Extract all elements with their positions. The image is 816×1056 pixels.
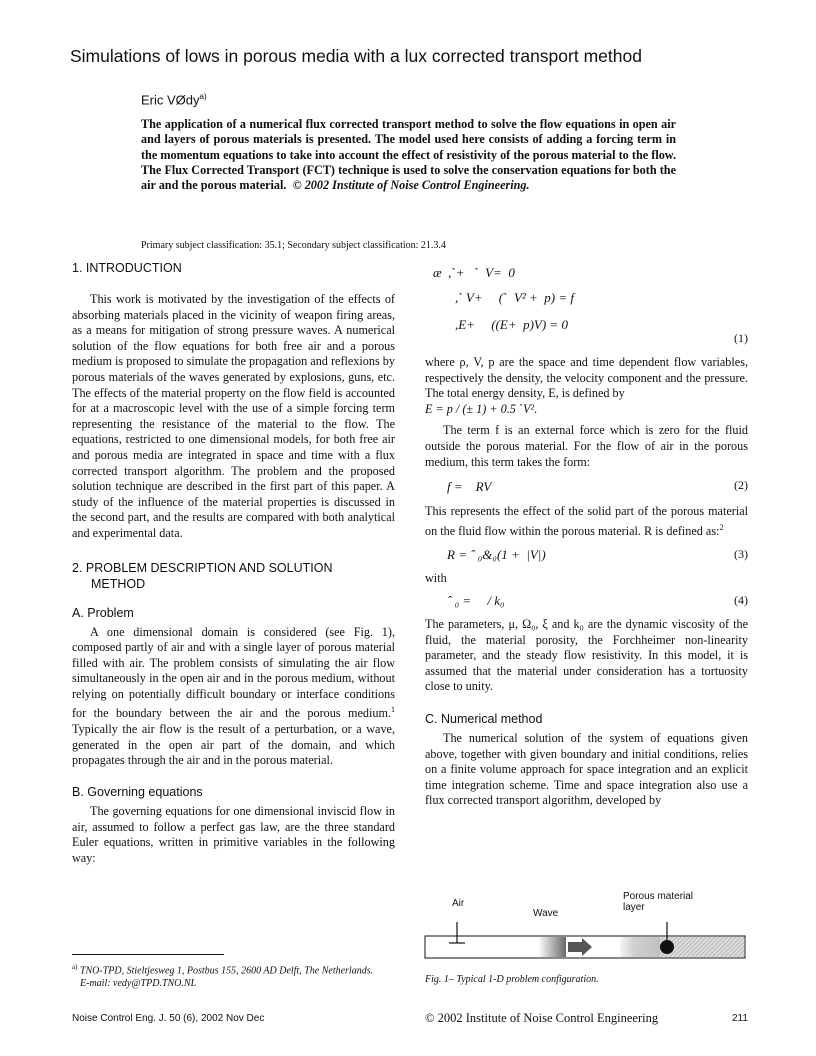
- introduction-paragraph: This work is motivated by the investigation of the effects of absorbing materials placed in the vicinity of weapon firing areas, as a means for mitigation of strong pressure waves. A numerical solution of the flow equations for both free air and a porous medium is proposed to simulate the propagation and reflexions by porous materials of the waves generated by explosions, guns, etc. The effects of the material property on the flow field is accounted for at a macroscopic level with the use of a simple forcing term representing the resistance of the material to the flow. The equations, restricted to one dimensional models, for both free air and porous media are integrated in space and time with a flux corrected transport algorithm. The problem and the proposed solution technique are described in the first part of this paper. A study of the influence of the material properties is discussed in the second part, and the results are compared with both analytical and experimental data.: [72, 292, 395, 540]
- problem-paragraph: [72, 625, 395, 769]
- footnote-email: E-mail: vedy@TPD.TNO.NL: [80, 978, 197, 990]
- subsection-heading-problem: A. Problem: [72, 605, 134, 620]
- footnote-mark: a): [72, 963, 78, 971]
- variables-paragraph: where ρ, V, p are the space and time dependent flow variables, respectively the density, the velocity component and the pressure. The total energy density, E, is defined by E = p / (± 1) + 0.5 ˋV².: [425, 355, 748, 416]
- figure-caption: Fig. 1– Typical 1-D problem configuration.: [425, 974, 599, 985]
- equation-3-number: (3): [734, 547, 748, 562]
- subject-classification: Primary subject classification: 35.1; Secondary subject classification: 21.3.4: [141, 240, 446, 251]
- equation-1-line3: ,E+ ((E+ p)V) = 0: [455, 317, 568, 332]
- reference-mark: 1: [391, 705, 395, 715]
- footnote-line1: [72, 961, 402, 977]
- figure-label-air: Air: [452, 898, 465, 909]
- section-heading-problem-line1: 2. PROBLEM DESCRIPTION AND SOLUTION: [72, 560, 333, 575]
- subsection-heading-numerical-method: C. Numerical method: [425, 711, 543, 726]
- abstract-text: The application of a numerical flux corrected transport method to solve the flow equations in open air and layers of porous materials is presented. The model used here consists of adding a forcing term in the momentum equations to take into account the effect of resistivity of the porous material to the flow. The Flux Corrected Transport (FCT) technique is used to solve the conservation equations for both the air and the porous material.: [141, 117, 676, 193]
- reference-mark-2: 2: [719, 522, 724, 532]
- force-paragraph: The term f is an external force which is zero for the fluid outside the porous material. For the flow of air in the porous medium, this term takes the form:: [425, 423, 748, 469]
- governing-equations-paragraph: The governing equations for one dimensional inviscid flow in air, assumed to follow a perfect gas law, are the three standard Euler equations, written in primitive variables in the following way:: [72, 803, 395, 865]
- section-heading-introduction: 1. INTRODUCTION: [72, 261, 182, 275]
- author-affiliation-mark: a): [199, 92, 207, 101]
- equation-3: R = ˆ ₀&₀(1 + |V|): [447, 547, 546, 563]
- journal-reference: Noise Control Eng. J. 50 (6), 2002 Nov Dec: [72, 1013, 265, 1024]
- with-text: with: [425, 571, 447, 586]
- equation-1-block: [425, 265, 748, 345]
- equation-1-line2: ,ˋ V+ (ˋ V² + p) = f: [455, 290, 575, 305]
- equation-4: ˆ ₀ = / k₀: [447, 593, 505, 608]
- abstract: [141, 117, 676, 193]
- page-number: 211: [732, 1013, 748, 1024]
- figure-label-porous-line1: Porous material: [623, 891, 694, 902]
- equation-4-number: (4): [734, 593, 748, 607]
- left-column: [72, 260, 395, 866]
- parameters-paragraph: The parameters, μ, Ω₀, ξ and k₀ are the dynamic viscosity of the fluid, the material porosity, the Forchheimer non-linearity parameter, and the steady flow resistivity. In this model, it is assumed that the material under consideration has a tortuosity close to unity.: [425, 617, 748, 694]
- footnote: [72, 961, 402, 990]
- abstract-copyright: © 2002 Institute of Noise Control Engineering.: [292, 178, 530, 193]
- equation-3-block: [425, 543, 748, 569]
- section-heading-problem: [72, 560, 395, 592]
- variables-text: where ρ, V, p are the space and time dependent flow variables, respectively the density, the velocity component and the pressure. The total energy density, E, is defined by: [425, 355, 748, 401]
- author-name: [141, 92, 207, 107]
- footer-copyright: © 2002 Institute of Noise Control Engineering: [425, 1011, 659, 1025]
- section-heading-problem-line2: METHOD: [91, 576, 146, 591]
- equation-2-block: [425, 474, 748, 500]
- equation-1-line1: æ ,ˋ+ ˋ V= 0: [433, 265, 515, 280]
- equation-4-block: [425, 589, 748, 615]
- problem-paragraph-text: A one dimensional domain is considered (see Fig. 1), composed partly of air and with a single layer of porous material filled with air. The problem consists of simulating the air flow simultaneously in the open air and in the porous medium, without relying on potentially difficult boundary or interface conditions for the boundary between the air and the porous medium.: [72, 624, 395, 721]
- porous-layer-fade: [620, 937, 660, 957]
- equation-2-number: (2): [734, 478, 748, 493]
- equation-1-number: (1): [734, 331, 748, 345]
- porous-probe-dot: [660, 940, 674, 954]
- resistance-paragraph: [425, 504, 748, 539]
- footnote-address: TNO-TPD, Stieltjesweg 1, Postbus 155, 2600 AD Delft, The Netherlands.: [79, 965, 374, 977]
- footnote-rule: [72, 954, 224, 955]
- resistance-text: This represents the effect of the solid part of the porous material on the fluid flow within the porous material. R is defined as:: [425, 504, 748, 538]
- paper-title: Simulations of lows in porous media with a lux corrected transport method: [70, 46, 642, 66]
- problem-paragraph-end: Typically the air flow is the result of a perturbation, or a wave, generated in the open air part of the domain, and which propagates through the air and in the porous material.: [72, 722, 395, 768]
- subsection-heading-governing-equations: B. Governing equations: [72, 784, 203, 799]
- figure-label-porous-line2: layer: [623, 902, 645, 913]
- figure-1-diagram: [424, 918, 747, 964]
- author-text: Eric VØdy: [141, 92, 200, 108]
- wave-region: [538, 937, 566, 957]
- right-column: [425, 265, 748, 809]
- energy-definition: E = p / (± 1) + 0.5 ˋV²: [425, 401, 535, 416]
- figure-label-wave: Wave: [533, 908, 559, 919]
- numerical-method-paragraph: The numerical solution of the system of equations given above, together with given boundary and initial conditions, relies on a finite volume approach for space integration and an explicit time integration scheme. Time and space integration also use a flux corrected transport algorithm, developed by: [425, 730, 748, 808]
- figure-label-porous: [623, 891, 693, 913]
- equation-2: f = RV: [447, 479, 492, 495]
